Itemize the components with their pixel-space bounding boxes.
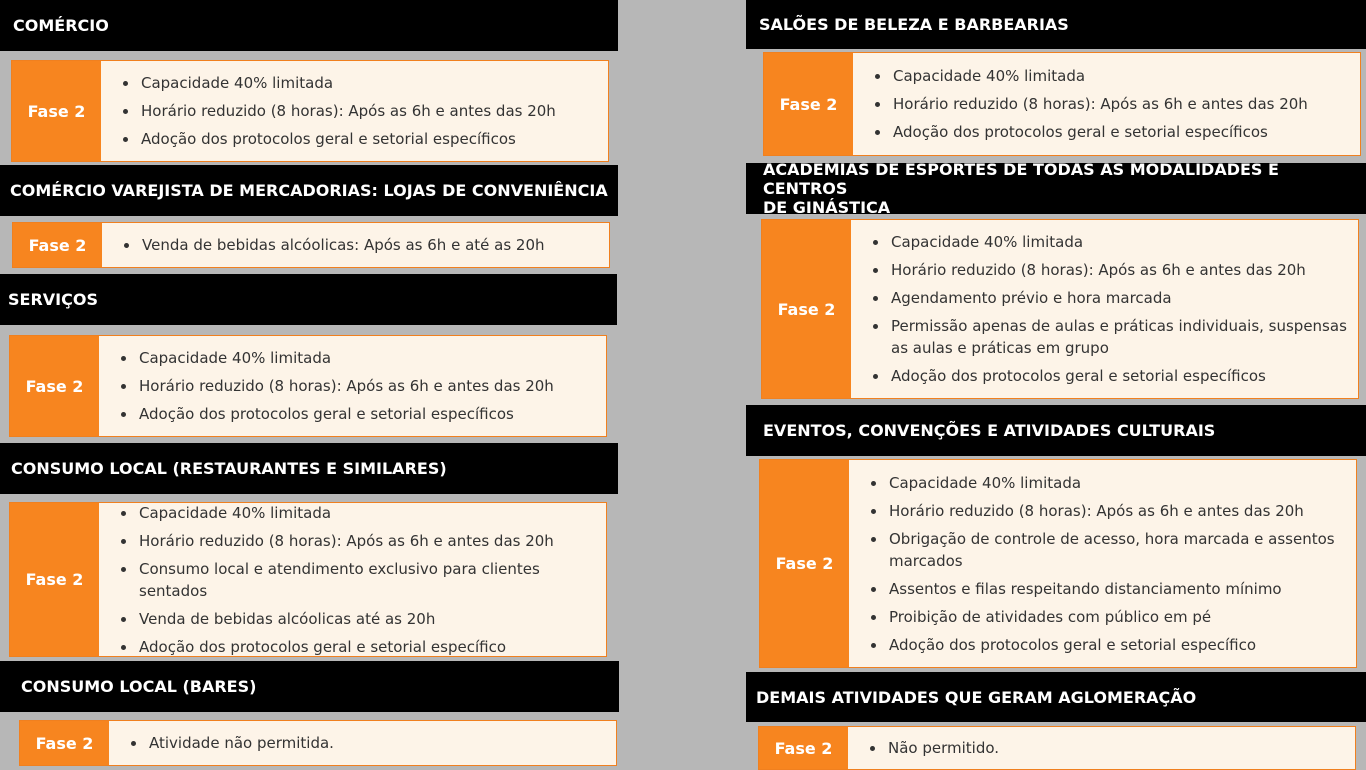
section-header-demais-atividades [746,672,1366,722]
list-item: Venda de bebidas alcóolicas até as 20h [99,608,596,630]
list-item: Horário reduzido (8 horas): Após as 6h e antes das 20h [851,259,1348,281]
rules-list [99,503,606,656]
rules-list [109,721,616,765]
phase-card-comercio [11,60,609,162]
list-item: Capacidade 40% limitada [101,72,598,94]
phase-card-academias [761,219,1359,399]
rules-list [99,336,606,436]
section-title: SERVIÇOS [8,290,98,309]
list-item: Capacidade 40% limitada [849,472,1346,494]
phase-label: Fase 2 [762,220,851,398]
section-title: COMÉRCIO [13,16,109,35]
list-item: Obrigação de controle de acesso, hora marcada e assentos marcados [849,528,1346,572]
section-header-saloes [746,0,1366,49]
phase-label: Fase 2 [20,721,109,765]
section-header-comercio [0,0,618,51]
phase-card-consumo-local-restaurantes [9,502,607,657]
phase-card-saloes [763,52,1361,156]
phase-card-servicos [9,335,607,437]
rules-list [853,53,1360,155]
section-header-servicos [0,274,617,325]
phase-label: Fase 2 [13,223,102,267]
list-item: Adoção dos protocolos geral e setorial específicos [851,365,1348,387]
phase-card-comercio-varejista [12,222,610,268]
section-title-line-1: ACADEMIAS DE ESPORTES DE TODAS AS MODALIDADES E CENTROS [763,160,1279,198]
phase-label: Fase 2 [12,61,101,161]
list-item: Adoção dos protocolos geral e setorial específico [849,634,1346,656]
rules-list [102,223,609,267]
list-item: Horário reduzido (8 horas): Após as 6h e antes das 20h [101,100,598,122]
section-title: CONSUMO LOCAL (RESTAURANTES E SIMILARES) [11,459,447,478]
list-item: Horário reduzido (8 horas): Após as 6h e antes das 20h [849,500,1346,522]
section-title: EVENTOS, CONVENÇÕES E ATIVIDADES CULTURAIS [763,421,1216,440]
rules-list [849,460,1356,667]
section-header-consumo-local-restaurantes [0,443,618,494]
list-item: Adoção dos protocolos geral e setorial específicos [853,121,1350,143]
section-header-comercio-varejista [0,165,618,216]
list-item: Capacidade 40% limitada [851,231,1348,253]
phase-label: Fase 2 [759,727,848,769]
phase-label: Fase 2 [10,336,99,436]
list-item: Horário reduzido (8 horas): Após as 6h e antes das 20h [99,530,596,552]
list-item: Agendamento prévio e hora marcada [851,287,1348,309]
phase-label: Fase 2 [764,53,853,155]
section-header-consumo-local-bares [0,661,619,712]
section-header-eventos [746,405,1366,456]
phase-label: Fase 2 [10,503,99,656]
list-item: Venda de bebidas alcóolicas: Após as 6h e até as 20h [102,234,599,256]
list-item: Capacidade 40% limitada [853,65,1350,87]
list-item: Horário reduzido (8 horas): Após as 6h e antes das 20h [853,93,1350,115]
phase-label: Fase 2 [760,460,849,667]
section-header-academias [746,160,1366,217]
list-item: Adoção dos protocolos geral e setorial específico [99,636,596,658]
section-title-line-2: DE GINÁSTICA [763,198,891,217]
list-item: Assentos e filas respeitando distanciamento mínimo [849,578,1346,600]
list-item: Proibição de atividades com público em pé [849,606,1346,628]
list-item: Não permitido. [848,737,1345,759]
rules-list [101,61,608,161]
list-item: Capacidade 40% limitada [99,502,596,524]
list-item: Adoção dos protocolos geral e setorial específicos [101,128,598,150]
section-title: DEMAIS ATIVIDADES QUE GERAM AGLOMERAÇÃO [756,687,1197,707]
section-title: SALÕES DE BELEZA E BARBEARIAS [759,15,1069,34]
list-item: Permissão apenas de aulas e práticas individuais, suspensas as aulas e práticas em grupo [851,315,1348,359]
list-item: Adoção dos protocolos geral e setorial específicos [99,403,596,425]
phase-card-demais-atividades [758,726,1356,770]
rules-list [851,220,1358,398]
list-item: Atividade não permitida. [109,732,606,754]
section-title: COMÉRCIO VAREJISTA DE MERCADORIAS: LOJAS DE CONVENIÊNCIA [10,181,608,200]
rules-list [848,727,1355,769]
list-item: Consumo local e atendimento exclusivo para clientes sentados [99,558,596,602]
phase-card-eventos [759,459,1357,668]
phase-card-consumo-local-bares [19,720,617,766]
list-item: Horário reduzido (8 horas): Após as 6h e antes das 20h [99,375,596,397]
list-item: Capacidade 40% limitada [99,347,596,369]
section-title: CONSUMO LOCAL (BARES) [21,677,257,696]
